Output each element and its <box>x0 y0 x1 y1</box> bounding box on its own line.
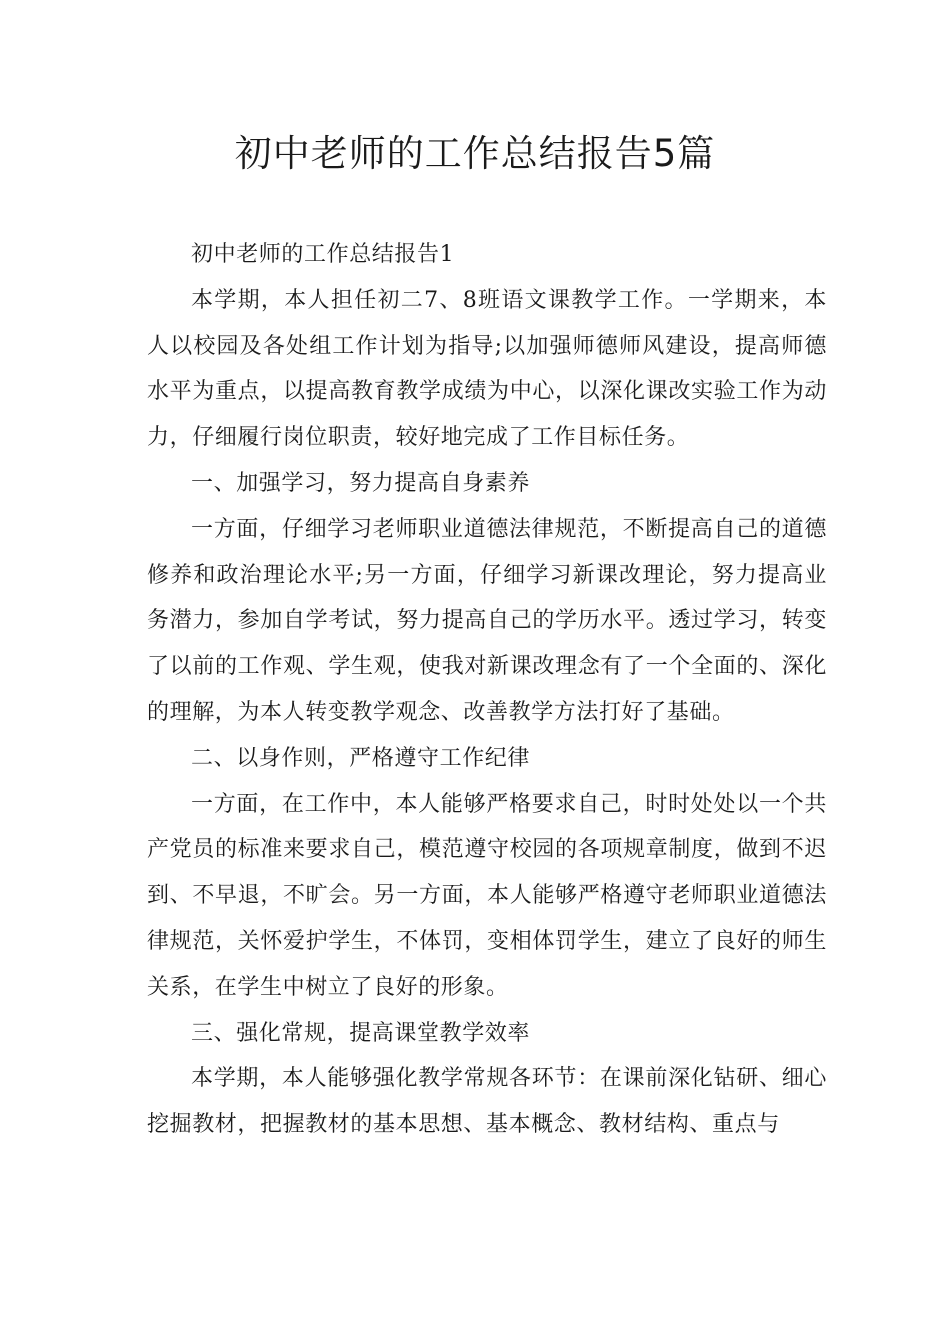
section-3-paragraph: 本学期，本人能够强化教学常规各环节：在课前深化钻研、细心挖掘教材，把握教材的基本思想、基本概念、教材结构、重点与 <box>147 1066 827 1138</box>
section-heading-2: 二、以身作则，严格遵守工作纪律 <box>191 745 531 771</box>
report-subtitle: 初中老师的工作总结报告1 <box>191 242 455 267</box>
document-title: 初中老师的工作总结报告5篇 <box>234 132 716 175</box>
section-1-paragraph: 一方面，仔细学习老师职业道德法律规范，不断提高自己的道德修养和政治理论水平;另一方面，仔细学习新课改理论，努力提高业务潜力，参加自学考试，努力提高自己的学历水平。透过学习，转变了以前的工作观、学生观，使我对新课改理念有了一个全面的、深化的理解，为本人转变教学观念、改善教学方法打好了基础。 <box>147 516 827 725</box>
intro-paragraph: 本学期，本人担任初二7、8班语文课教学工作。一学期来，本人以校园及各处组工作计划为指导;以加强师德师风建设，提高师德水平为重点，以提高教育教学成绩为中心，以深化课改实验工作为动力，仔细履行岗位职责，较好地完成了工作目标任务。 <box>147 287 827 451</box>
section-heading-3: 三、强化常规，提高课堂教学效率 <box>191 1020 531 1046</box>
document-body <box>147 232 827 1148</box>
section-heading-1: 一、加强学习，努力提高自身素养 <box>191 470 531 496</box>
section-2-paragraph: 一方面，在工作中，本人能够严格要求自己，时时处处以一个共产党员的标准来要求自己，模范遵守校园的各项规章制度，做到不迟到、不早退，不旷会。另一方面，本人能够严格遵守老师职业道德法律规范，关怀爱护学生，不体罚，变相体罚学生，建立了良好的师生关系，在学生中树立了良好的形象。 <box>147 791 827 1000</box>
